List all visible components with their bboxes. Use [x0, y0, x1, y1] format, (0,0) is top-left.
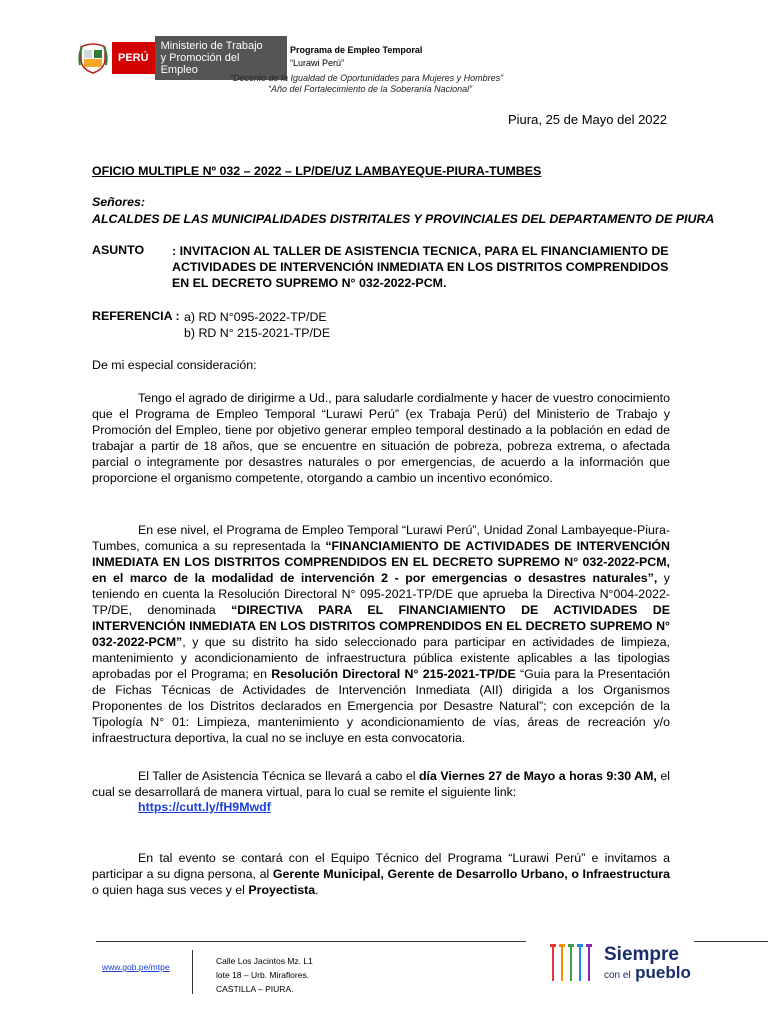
p4-text: .	[315, 883, 319, 897]
footer-divider	[694, 941, 768, 942]
address-line1: Calle Los Jacintos Mz. L1	[216, 956, 313, 966]
p2-bold: ”,	[647, 571, 658, 585]
document-date: Piura, 25 de Mayo del 2022	[508, 112, 667, 127]
paragraph-2	[92, 522, 670, 746]
referencia-list	[184, 309, 330, 341]
p3-bold: día Viernes 27 de Mayo a horas 9:30 AM,	[418, 769, 657, 783]
address-line2: lote 18 – Urb. Miraflores.	[216, 970, 310, 980]
p2-bold: en el marco de la modalidad de intervención 2 - por emergencias o desastres naturales	[92, 571, 648, 585]
paragraph-1-text: Tengo el agrado de dirigirme a Ud., para saludarle cordialmente y hacer de vuestro conocimiento que el Programa de Empleo Temporal “Lurawi Perú” (ex Trabaja Perú) del Ministerio de Trabajo y Promoción del Empleo, tiene por objetivo generar empleo temporal destinado a la población en edad de trabajar a partir de 18 años, que se encuentre en situación de pobreza, pobreza extrema, o afectada parcial o integramente por desastres naturales o por emergencias, de acuerdo a la información que proporcione el organismo competente, otorgando a cambio un incentivo económico.	[92, 391, 670, 485]
footer-divider	[96, 941, 526, 942]
p2-text: Tipología N° 01: Limpieza, mantenimiento y acondicionamiento de vías, áreas de recreación y/o infraestructura deportiva, la cual no se incluye en esta convocatoria.	[92, 715, 670, 745]
peru-label: PERÚ	[112, 42, 155, 74]
p4-text: En tal evento se contará con el Equipo Técnico del Programa “Lurawi Perú” e invitamos a participar a su digna persona, al	[92, 851, 670, 881]
p2-text: , y que su distrito ha sido seleccionado para participar en actividades de limpieza, mantenimiento y acondicionamiento de infraestructura pública existente aplicables a las tipologias aprobadas por el Programa; en	[92, 635, 670, 681]
p2-text: y teniendo en cuenta la Resolución Directoral N° 095-2021-TP/DE que aprueba la Directiva N°004-2022-TP/DE, denominada	[92, 571, 670, 617]
asunto-label: ASUNTO	[92, 243, 145, 257]
addressee: ALCALDES DE LAS MUNICIPALIDADES DISTRITALES Y PROVINCIALES DEL DEPARTAMENTO DE PIURA	[92, 212, 715, 226]
paragraph-4	[92, 850, 670, 898]
decenio-line2: “Año del Fortalecimiento de la Soberanía Nacional”	[268, 84, 473, 94]
people-figures-icon	[548, 940, 598, 991]
referencia-label: REFERENCIA :	[92, 309, 180, 323]
p2-text: En ese nivel, el Programa de Empleo Temporal “Lurawi Perú”, Unidad Zonal Lambayeque-Piura-Tumbes, comunica a su representada la	[92, 523, 670, 553]
slogan-word3: pueblo	[635, 963, 691, 982]
ministry-line1: Ministerio de Trabajo	[160, 40, 263, 52]
p2-bold: Resolución Directoral N° 215-2021-TP/DE	[271, 667, 516, 681]
recipient-block	[92, 194, 714, 228]
slogan-word2: con el	[604, 970, 631, 981]
p4-bold: Gerente Municipal, Gerente de Desarrollo Urbano, o Infraestructura	[272, 867, 670, 881]
salutation: Señores:	[92, 195, 146, 209]
program-name	[290, 44, 422, 70]
program-line2: “Lurawi Perú”	[290, 58, 345, 68]
coat-of-arms-icon	[78, 41, 108, 75]
oficio-title: OFICIO MULTIPLE Nº 032 – 2022 – LP/DE/UZ LAMBAYEQUE-PIURA-TUMBES	[92, 164, 542, 178]
greeting: De mi especial consideración:	[92, 358, 257, 372]
footer-separator	[192, 950, 193, 994]
meeting-link[interactable]: https://cutt.ly/fH9Mwdf	[138, 800, 271, 814]
p2-text: “Guia para la Presentación de Fichas Técnicas de Actividades de Intervención Inmediata (AII) dirigida a los Organismos Proponentes de los Distritos declarados en Emergencia por Desastre Natural”; con excepción de la	[92, 667, 671, 713]
siempre-logo	[548, 940, 691, 991]
asunto-text: : INVITACION AL TALLER DE ASISTENCIA TECNICA, PARA EL FINANCIAMIENTO DE ACTIVIDADES DE INTERVENCIÓN INMEDIATA EN LOS DISTRITOS COMPRENDIDOS EN EL DECRETO SUPREMO N° 032-2022-PCM.	[172, 244, 669, 290]
p4-bold: Proyectista	[248, 883, 316, 897]
paragraph-1	[92, 390, 670, 486]
p3-text: el cual se desarrollará de manera virtual, para lo cual se remite el siguiente link:	[92, 769, 670, 799]
referencia-item: a) RD N°095-2022-TP/DE	[184, 310, 327, 324]
program-line1: Programa de Empleo Temporal	[290, 45, 423, 55]
p4-text: o quien haga sus veces y el	[92, 883, 249, 897]
footer-address	[216, 954, 313, 996]
p2-bold: “FINANCIAMIENTO DE ACTIVIDADES DE INTERVENCIÓN INMEDIATA EN LOS DISTRITOS COMPRENDIDOS EN EL DECRETO SUPREMO N° 032-2022-PCM,	[92, 539, 670, 569]
p2-bold: “DIRECTIVA PARA EL FINANCIAMIENTO DE ACTIVIDADES DE INTERVENCIÓN INMEDIATA EN LOS DISTRITOS COMPRENDIDOS EN EL DECRETO SUPREMO N° 032-2022-PCM”	[92, 603, 670, 649]
footer-url-link[interactable]: www.gob.pe/mtpe	[102, 962, 170, 972]
slogan	[604, 946, 691, 985]
decenio-block	[230, 73, 503, 95]
paragraph-3	[92, 768, 670, 800]
decenio-line1: “Decenio de la Igualdad de Oportunidades para Mujeres y Hombres”	[230, 73, 504, 83]
address-line3: CASTILLA – PIURA.	[216, 984, 294, 994]
slogan-word1: Siempre	[604, 944, 679, 965]
referencia-item: b) RD N° 215-2021-TP/DE	[184, 326, 331, 340]
p3-text: El Taller de Asistencia Técnica se llevará a cabo el	[138, 769, 419, 783]
ministry-line2: y Promoción del Empleo	[160, 52, 240, 76]
